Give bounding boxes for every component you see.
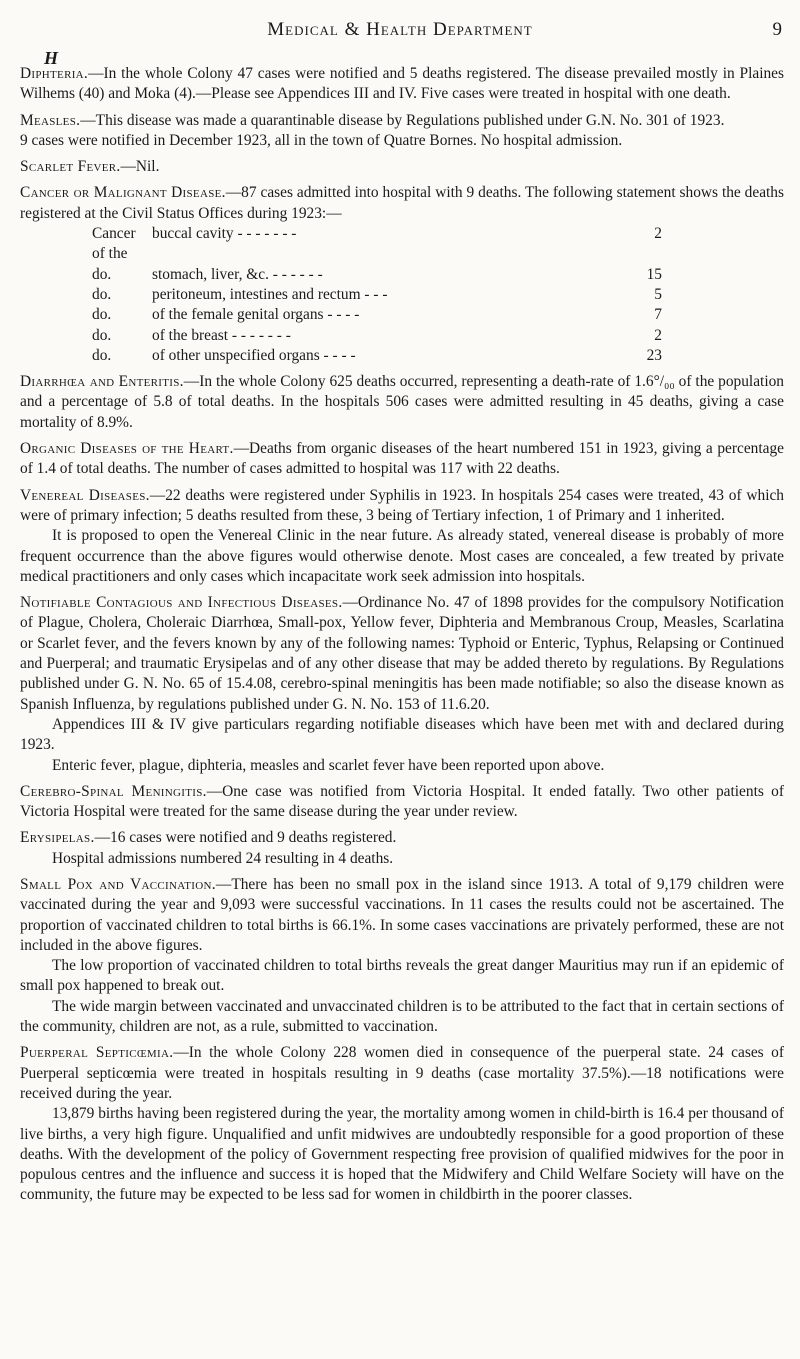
row-prefix: do. xyxy=(92,306,112,324)
heart-heading: Organic Diseases of the Heart. xyxy=(20,440,234,458)
measles-paragraph xyxy=(20,111,784,131)
body-text xyxy=(20,64,784,1206)
row-value: 15 xyxy=(646,265,662,283)
row-prefix: do. xyxy=(92,326,112,344)
diphtheria-heading: Diphteria. xyxy=(20,65,89,82)
table-row xyxy=(92,285,662,305)
venereal-heading: Venereal Diseases. xyxy=(20,486,150,504)
cerebro-paragraph xyxy=(20,782,784,823)
erysipelas-paragraph-2: Hospital admissions numbered 24 resulting in 4 deaths. xyxy=(52,849,394,867)
puerperal-paragraph xyxy=(20,1043,784,1104)
table-row xyxy=(92,265,662,285)
smallpox-paragraph xyxy=(20,875,784,956)
puerperal-text: —In the whole Colony 228 women died in consequence of the puerperal state. 24 cases of Puerperal septicœmia were treated in hospitals resulting in 9 deaths (case mortality 37.5%).—18 notifications were received during the year. xyxy=(20,1044,784,1102)
measles-text: —This disease was made a quarantinable disease by Regulations published under G.N. No. 301 of 1923. xyxy=(80,111,725,129)
row-label: of the breast - - - - - - - xyxy=(152,326,291,344)
row-label: of other unspecified organs - - - - xyxy=(152,346,356,364)
running-title: Medical & Health Department xyxy=(267,19,533,40)
diarrhoea-heading: Diarrhœa and Enteritis. xyxy=(20,373,184,391)
handwritten-margin-mark: H xyxy=(44,48,59,68)
diarrhoea-text: —In the whole Colony 625 deaths occurred, representing a death-rate of 1.6°/₀₀ of the population and a percentage of 5.8 of total deaths. In the hospitals 506 cases were admitted resulting in 45 deaths, giving a case mortality of 8.9%. xyxy=(20,373,784,431)
row-label: of the female genital organs - - - - xyxy=(152,306,360,324)
cerebro-heading: Cerebro-Spinal Meningitis. xyxy=(20,782,207,800)
diarrhoea-paragraph xyxy=(20,372,784,433)
table-row xyxy=(92,305,662,325)
row-prefix: do. xyxy=(92,346,112,364)
notifiable-heading: Notifiable Contagious and Infectious Diseases. xyxy=(20,594,343,612)
venereal-paragraph-2: It is proposed to open the Venereal Clinic in the near future. As already stated, venereal disease is probably of more frequent occurrence than the above figures would otherwise denote. Most cases are concealed, a few treated by private medical practitioners and only cases which incapacitate work seek admission into hospitals. xyxy=(20,527,784,585)
venereal-text: —22 deaths were registered under Syphilis in 1923. In hospitals 254 cases were treated, 43 of which were of primary infection; 5 deaths resulted from these, 3 being of Tertiary infection, 1 of Primary and 1 inherited. xyxy=(20,486,785,524)
table-row xyxy=(92,224,662,265)
table-row xyxy=(92,346,662,366)
measles-paragraph-2: 9 cases were notified in December 1923, all in the town of Quatre Bornes. No hospital admission. xyxy=(20,131,623,149)
notifiable-text: —Ordinance No. 47 of 1898 provides for the compulsory Notification of Plague, Cholera, Choleraic Diarrhœa, Small-pox, Yellow fever, Diphteria and Membranous Croup, Measles, Scarlatina or Scarlet fever, and the fevers known by any of the following names: Typhoid or Enteric, Typhus, Relapsing or Continued and Puerperal; and traumatic Erysipelas and of any other disease that may be added thereto by regulations. By Regulations published under G. N. No. 65 of 15.4.08, cerebro-spinal meningitis has been made notifiable; so also the disease known as Spanish Influenza, by regulations published under G. N. No. 153 of 11.6.20. xyxy=(20,594,784,713)
notifiable-paragraph xyxy=(20,593,784,715)
cancer-text: —87 cases admitted into hospital with 9 deaths. The following statement shows the deaths registered at the Civil Status Offices during 1923:— xyxy=(20,184,784,222)
notifiable-paragraph-3: Enteric fever, plague, diphteria, measles and scarlet fever have been reported upon above. xyxy=(52,756,605,774)
cancer-paragraph xyxy=(20,183,784,224)
diphtheria-text: —In the whole Colony 47 cases were notified and 5 deaths registered. The disease prevailed mostly in Plaines Wilhems (40) and Moka (4).—Please see Appendices III and IV. Five cases were treated in hospital with one death. xyxy=(20,65,784,103)
row-value: 2 xyxy=(654,225,662,243)
row-label: peritoneum, intestines and rectum - - - xyxy=(152,285,388,303)
scarlet-fever-text: —Nil. xyxy=(120,158,160,176)
erysipelas-text: —16 cases were notified and 9 deaths registered. xyxy=(94,829,397,847)
row-value: 2 xyxy=(654,326,662,344)
venereal-paragraph xyxy=(20,486,784,527)
notifiable-paragraph-2: Appendices III & IV give particulars regarding notifiable diseases which have been met with and declared during 1923. xyxy=(20,715,784,754)
puerperal-paragraph-2: 13,879 births having been registered during the year, the mortality among women in child-birth is 16.4 per thousand of live births, a very high figure. Unqualified and unfit midwives are undoubtedly responsible for a good proportion of these deaths. With the development of the policy of Government respecting free provision of qualified midwives for the poor in populous centres and the influence and success it is hoped that the Midwifery and Child Welfare Society will have on the community, the future may be expected to be less sad for women in childbirth in the poorer classes. xyxy=(20,1105,784,1204)
table-row xyxy=(92,326,662,346)
smallpox-text: —There has been no small pox in the island since 1913. A total of 9,179 children were vaccinated during the year and 9,093 were successful vaccinations. In 11 cases the results could not be ascertained. The proportion of vaccinated children to total births is 66.1%. In some cases vaccinations are privately performed, these are not included in the above figures. xyxy=(20,875,785,954)
smallpox-paragraph-2: The low proportion of vaccinated children to total births reveals the great danger Mauritius may run if an epidemic of small pox happened to break out. xyxy=(20,957,784,995)
row-label: buccal cavity - - - - - - - xyxy=(152,225,297,243)
row-value: 7 xyxy=(654,306,662,324)
page-header xyxy=(18,20,782,44)
row-prefix: do. xyxy=(92,265,112,283)
measles-heading: Measles. xyxy=(20,111,81,129)
puerperal-heading: Puerperal Septicœmia. xyxy=(20,1044,174,1062)
diphtheria-paragraph xyxy=(20,64,784,105)
cancer-deaths-table xyxy=(92,224,662,366)
page-number: 9 xyxy=(772,19,782,40)
row-prefix: Cancer of the xyxy=(92,225,136,263)
cancer-heading: Cancer or Malignant Disease. xyxy=(20,184,226,202)
smallpox-paragraph-3: The wide margin between vaccinated and unvaccinated children is to be attributed to the fact that in certain sections of the community, children are not, as a rule, submitted to vaccination. xyxy=(20,997,784,1036)
row-label: stomach, liver, &c. - - - - - - xyxy=(152,265,323,283)
smallpox-heading: Small Pox and Vaccination. xyxy=(20,875,216,893)
heart-text: —Deaths from organic diseases of the heart numbered 151 in 1923, giving a percentage of 1.4 of total deaths. The number of cases admitted to hospital was 117 with 22 deaths. xyxy=(20,440,784,478)
erysipelas-heading: Erysipelas. xyxy=(20,829,95,847)
scarlet-fever-paragraph xyxy=(20,157,784,177)
cerebro-text: —One case was notified from Victoria Hospital. It ended fatally. Two other patients of Victoria Hospital were treated for the same disease during the year under review. xyxy=(20,782,784,821)
heart-paragraph xyxy=(20,439,784,480)
row-value: 5 xyxy=(654,285,662,303)
scarlet-fever-heading: Scarlet Fever. xyxy=(20,158,121,176)
row-prefix: do. xyxy=(92,285,112,303)
row-value: 23 xyxy=(646,346,662,364)
erysipelas-paragraph xyxy=(20,828,784,848)
